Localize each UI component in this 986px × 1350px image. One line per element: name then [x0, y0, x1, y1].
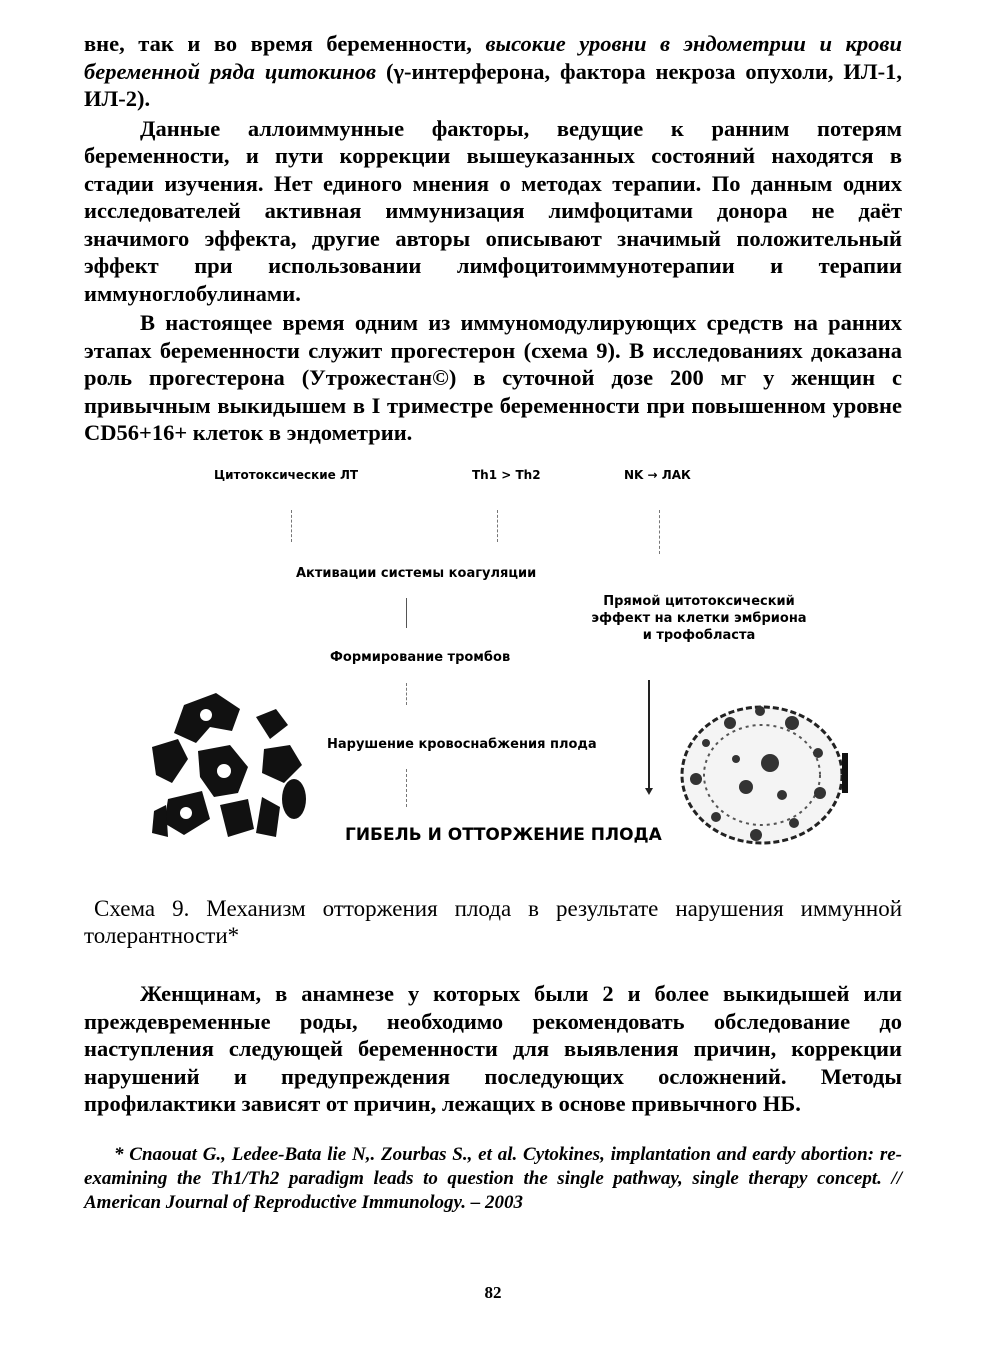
arrow-thromb-blood: [406, 683, 407, 705]
paragraph-1-italic: высокие уровни в эндометрии и крови беременной ряда цитокинов: [84, 31, 902, 84]
label-blood-supply: Нарушение кровоснабжения плода: [327, 737, 597, 752]
text-block-top: [84, 30, 902, 447]
arrowhead-direct-death: [645, 788, 653, 795]
label-fetal-death: ГИБЕЛЬ И ОТТОРЖЕНИЕ ПЛОДА: [345, 825, 662, 845]
arrow-direct-death: [648, 680, 650, 790]
label-direct-cytotoxic: Прямой цитотоксический эффект на клетки эмбриона и трофобласта: [591, 594, 807, 643]
label-thrombus: Формирование тромбов: [330, 650, 511, 665]
text-block-bottom: [84, 980, 902, 1118]
thrombus-image: [144, 687, 312, 847]
label-coagulation: Активации системы коагуляции: [296, 566, 537, 581]
paragraph-1-text: вне, так и во время беременности,: [84, 31, 486, 56]
label-cytotoxic-lt: Цитотоксические ЛТ: [214, 468, 359, 482]
embryo-image: [670, 683, 856, 855]
page-number: 82: [484, 1283, 502, 1302]
arrow-coag-thromb: [406, 598, 407, 628]
scheme-caption: Схема 9. Механизм отторжения плода в результате нарушения иммунной толерантности*: [84, 896, 902, 948]
paragraph-3: В настоящее время одним из иммуномодулирующих средств на ранних этапах беременности служит прогестерон (схема 9). В исследованиях доказана роль прогестерона (Утрожестан©) в суточной дозе 200 мг у женщин с привычным выкидышем в I триместре беременности при повышенном уровне CD56+16+ клеток в эндометрии.: [84, 310, 902, 445]
label-th1-th2: Th1 > Th2: [472, 468, 541, 482]
arrow-blood-death: [406, 769, 407, 807]
footnote: * Cnaouat G., Ledee-Bata lie N,. Zourbas S., et al. Cytokines, implantation and eardy abortion: re-examining the Th1/Th2 paradigm leads to question the single pathway, single therapy concept. // American Journal of Reproductive Immunology. – 2003: [84, 1144, 902, 1213]
paragraph-4: Женщинам, в анамнезе у которых были 2 и более выкидышей или преждевременные роды, необходимо рекомендовать обследование до наступления следующей беременности для выявления причин, коррекции нарушений и предупреждения последующих осложнений. Методы профилактики зависят от причин, лежащих в основе привычного НБ.: [84, 981, 902, 1116]
arrow-right-top: [659, 510, 660, 554]
paragraph-2: Данные аллоиммунные факторы, ведущие к ранним потерям беременности, и пути коррекции вышеуказанных состояний находятся в стадии изучения. Нет единого мнения о методах терапии. По данным одних исследователей активная иммунизация лимфоцитами донора не даёт значимого эффекта, другие авторы описывают значимый положительный эффект при использовании лимфоцитоиммунотерапии и терапии иммуноглобулинами.: [84, 115, 902, 306]
paragraph-1-tail: (γ-интерферона, фактора некроза опухоли, ИЛ-1, ИЛ-2).: [84, 58, 903, 111]
scheme-diagram: [0, 455, 986, 855]
paragraph-1: [84, 30, 902, 113]
arrow-left-top: [291, 510, 292, 542]
arrow-mid-top: [497, 510, 498, 542]
label-nk-lak: NK → ЛАК: [624, 468, 691, 482]
